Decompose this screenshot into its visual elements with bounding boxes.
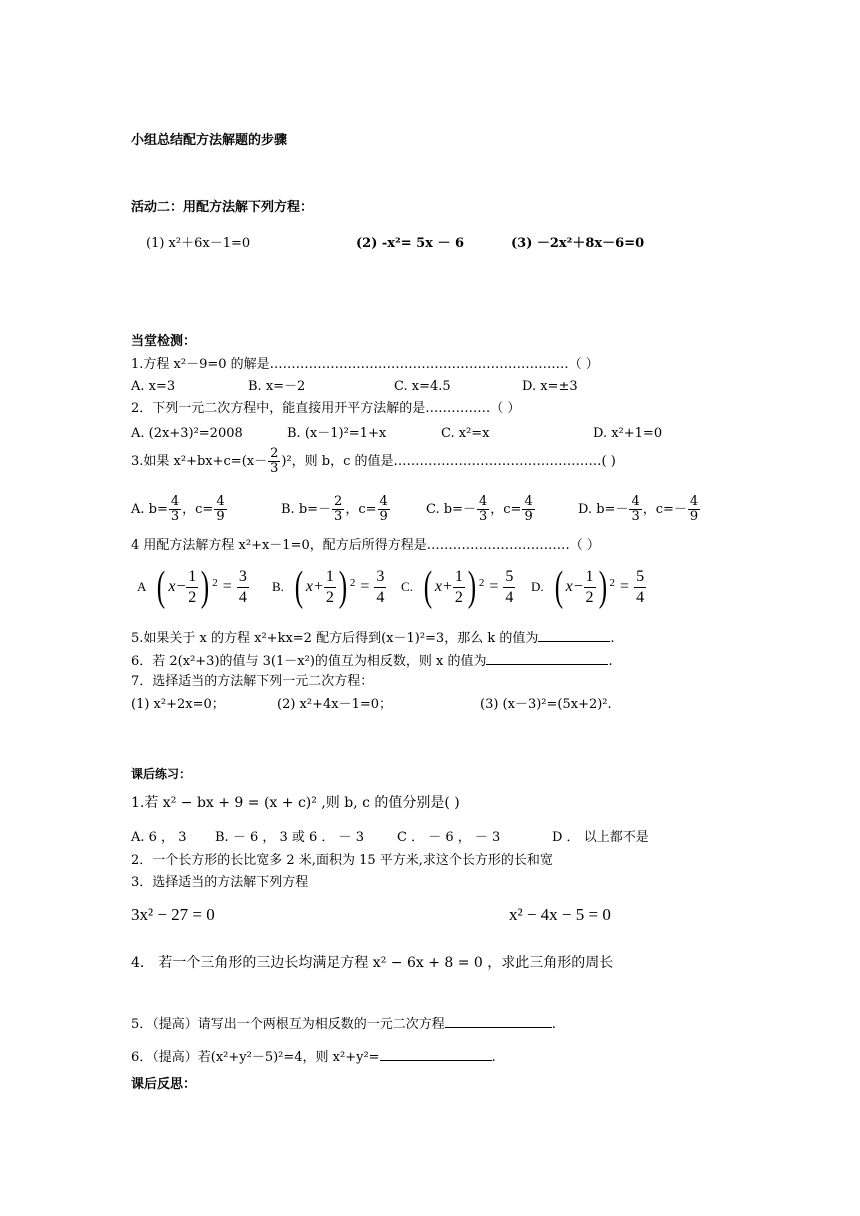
option-label: D. [531, 579, 544, 594]
check-q3-option-d [578, 495, 701, 524]
fraction-numerator: 5 [503, 567, 515, 588]
fraction-denominator: 9 [524, 509, 533, 524]
check-q4: 4 用配方法解方程 x²+x－1=0，配方后所得方程是……………………………（ ） [131, 538, 600, 553]
fraction-numerator: 3 [374, 567, 386, 588]
option-fraction-c [522, 495, 534, 524]
left-paren: ( [294, 564, 304, 610]
check-q5: 5.如果关于 x 的方程 x²+kx=2 配方后得到(x－1)²=3，那么 k 的值为 . [131, 627, 614, 648]
option-base: x− [565, 578, 584, 595]
check-q6: 6．若 2(x²+3)的值与 3(1－x²)的值互为相反数，则 x 的值为 . [131, 650, 613, 671]
check-q3-option-c [426, 495, 536, 524]
option-label: C. [401, 579, 413, 594]
homework-q1-option-c: C ． － 6 ， － 3 [397, 830, 501, 845]
summary-heading: 小组总结配方法解题的步骤 [131, 133, 288, 148]
homework-title: 课后练习： [131, 767, 192, 781]
fraction-denominator: 4 [636, 588, 645, 606]
homework-q3: 3．选择适当的方法解下列方程 [131, 875, 309, 890]
fraction-numerator: 2 [334, 494, 343, 509]
fraction-numerator: 4 [631, 494, 640, 509]
check-q3-option-b [281, 495, 391, 524]
fraction-denominator: 2 [454, 588, 463, 606]
answer-blank[interactable] [445, 1013, 552, 1028]
equals-sign: = [620, 578, 630, 595]
check-q3-fraction [268, 447, 280, 476]
option-rhs-fraction [634, 567, 646, 608]
fraction-numerator: 1 [324, 567, 336, 588]
option-base: x+ [305, 578, 324, 595]
option-label: A. b= [131, 502, 168, 517]
answer-blank[interactable] [486, 650, 608, 665]
fraction-denominator: 3 [631, 509, 640, 524]
fraction-numerator: 5 [634, 567, 646, 588]
homework-q6-text: 6．（提高）若(x²+y²－5)²=4，则 x²+y²= [131, 1050, 380, 1065]
fraction-numerator: 1 [453, 567, 465, 588]
homework-q3-eq-2: x² − 4x − 5 = 0 [509, 905, 611, 924]
option-inner-fraction [453, 567, 465, 608]
fraction-denominator: 2 [585, 588, 594, 606]
left-paren: ( [423, 564, 433, 610]
fraction-numerator: 4 [379, 494, 388, 509]
check-q1-option-c: C. x=4.5 [394, 379, 451, 394]
check-q1: 1.方程 x²－9=0 的解是……………………………………………………………（ ） [131, 357, 599, 372]
option-fraction-c [214, 495, 226, 524]
fraction-numerator: 4 [478, 494, 488, 509]
activity2-title: 活动二：用配方法解下列方程： [131, 200, 314, 215]
fraction-numerator: 4 [689, 494, 699, 509]
right-paren: ) [467, 564, 477, 610]
option-base: x+ [434, 578, 453, 595]
check-q4-option-c [401, 566, 515, 608]
option-base: x− [168, 578, 187, 595]
fraction-numerator: 2 [270, 446, 279, 461]
check-q2-option-b: B. (x－1)²=1+x [287, 426, 387, 441]
homework-q1-option-d: D ． 以上都不是 [552, 830, 649, 845]
check-q6-text: 6．若 2(x²+3)的值与 3(1－x²)的值互为相反数，则 x 的值为 [131, 654, 487, 669]
fraction-denominator: 3 [170, 509, 180, 524]
exponent: 2 [349, 577, 356, 589]
fraction-numerator: 4 [216, 494, 225, 509]
homework-q1-option-a: A. 6 ， 3 [131, 830, 187, 845]
fraction-numerator: 1 [584, 567, 596, 588]
fraction-denominator: 9 [379, 509, 388, 524]
check-q1-option-b: B. x=－2 [248, 379, 306, 394]
fraction-denominator: 4 [238, 588, 247, 606]
activity2-problem-3: (3) －2x²＋8x－6=0 [511, 236, 645, 251]
check-q4-option-d [531, 566, 646, 608]
option-rhs-fraction [503, 567, 515, 608]
option-label: B. [272, 579, 284, 594]
option-label: D. b=－ [578, 502, 629, 517]
check-q2-option-c: C. x²=x [441, 426, 490, 441]
homework-q6: 6．（提高）若(x²+y²－5)²=4，则 x²+y²= . [131, 1046, 496, 1067]
check-q1-option-d: D. x=±3 [522, 379, 578, 394]
homework-q5-text: 5．（提高）请写出一个两根互为相反数的一元二次方程 [131, 1017, 445, 1032]
activity2-problem-2: (2) -x²= 5x － 6 [356, 236, 465, 251]
fraction-denominator: 2 [325, 588, 334, 606]
left-paren: ( [157, 564, 166, 610]
check-q7-eq-2: (2) x²+4x－1=0； [277, 697, 393, 712]
option-inner-fraction [584, 567, 596, 608]
check-q1-option-a: A. x=3 [131, 379, 176, 394]
fraction-denominator: 3 [334, 509, 343, 524]
fraction-denominator: 3 [270, 461, 279, 476]
homework-q5: 5．（提高）请写出一个两根互为相反数的一元二次方程 . [131, 1013, 556, 1034]
exponent: 2 [609, 577, 616, 589]
option-label: B. b=－ [281, 502, 332, 517]
option-mid: ，c= [490, 502, 522, 517]
homework-q3-eq-1: 3x² − 27 = 0 [131, 905, 215, 924]
fraction-denominator: 4 [505, 588, 514, 606]
fraction-numerator: 4 [170, 494, 180, 509]
check-q2: 2．下列一元二次方程中，能直接用开平方法解的是……………（ ） [131, 401, 521, 416]
right-paren: ) [338, 564, 348, 610]
right-paren: ) [201, 564, 210, 610]
option-fraction-c [688, 495, 700, 524]
check-q7-eq-1: (1) x²+2x=0； [131, 697, 225, 712]
check-q2-option-a: A. (2x+3)²=2008 [131, 426, 243, 441]
option-fraction-b [477, 495, 489, 524]
fraction-numerator: 3 [237, 567, 249, 588]
option-inner-fraction [186, 567, 198, 608]
homework-q1-option-b: B. － 6 ， 3 或 6 ． － 3 [215, 830, 364, 845]
reflection-title: 课后反思： [131, 1077, 197, 1092]
equals-sign: = [489, 578, 499, 595]
option-mid: ，c= [345, 502, 377, 517]
check-q4-option-a [137, 566, 249, 608]
option-label: A [137, 579, 147, 594]
activity2-problem-1: (1) x²＋6x－1=0 [146, 236, 251, 251]
option-inner-fraction [324, 567, 336, 608]
option-rhs-fraction [237, 567, 249, 608]
option-rhs-fraction [374, 567, 386, 608]
check-q3-option-a [131, 495, 228, 524]
exponent: 2 [212, 577, 218, 589]
option-mid: ，c= [182, 502, 214, 517]
fraction-denominator: 9 [689, 509, 699, 524]
check-q2-option-d: D. x²+1=0 [593, 426, 663, 441]
check-q4-option-b [272, 566, 386, 608]
left-paren: ( [554, 564, 563, 610]
fraction-numerator: 4 [524, 494, 533, 509]
fraction-numerator: 1 [186, 567, 198, 588]
homework-q2: 2．一个长方形的长比宽多 2 米,面积为 15 平方米,求这个长方形的长和宽 [131, 853, 553, 868]
option-fraction-b [629, 495, 641, 524]
answer-blank[interactable] [380, 1046, 492, 1061]
check-q7: 7．选择适当的方法解下列一元二次方程： [131, 674, 374, 689]
answer-blank[interactable] [538, 627, 610, 642]
option-mid: ，c=－ [642, 502, 687, 517]
check-title: 当堂检测： [131, 334, 197, 349]
option-fraction-b [169, 495, 181, 524]
fraction-denominator: 4 [376, 588, 385, 606]
equals-sign: = [222, 578, 232, 595]
check-q7-eq-3: (3) (x－3)²=(5x+2)². [480, 697, 612, 712]
fraction-denominator: 3 [478, 509, 488, 524]
check-q5-text: 5.如果关于 x 的方程 x²+kx=2 配方后得到(x－1)²=3，那么 k 的值为 [131, 631, 539, 646]
exponent: 2 [478, 577, 485, 589]
equals-sign: = [360, 578, 370, 595]
check-q3-suffix: )²，则 b，c 的值是…………………………………………( ) [281, 454, 616, 469]
option-label: C. b=－ [426, 502, 476, 517]
right-paren: ) [598, 564, 607, 610]
option-fraction-c [378, 495, 390, 524]
check-q3 [131, 447, 616, 476]
option-fraction-b [332, 495, 344, 524]
homework-q1: 1.若 x² − bx + 9 = (x + c)² ,则 b, c 的值分别是( ) [131, 795, 460, 811]
homework-q4: 4． 若一个三角形的三边长均满足方程 x² − 6x + 8 = 0 ，求此三角形的周长 [131, 955, 614, 971]
check-q3-prefix: 3.如果 x²+bx+c=(x－ [131, 454, 268, 469]
fraction-denominator: 2 [188, 588, 197, 606]
fraction-denominator: 9 [216, 509, 225, 524]
